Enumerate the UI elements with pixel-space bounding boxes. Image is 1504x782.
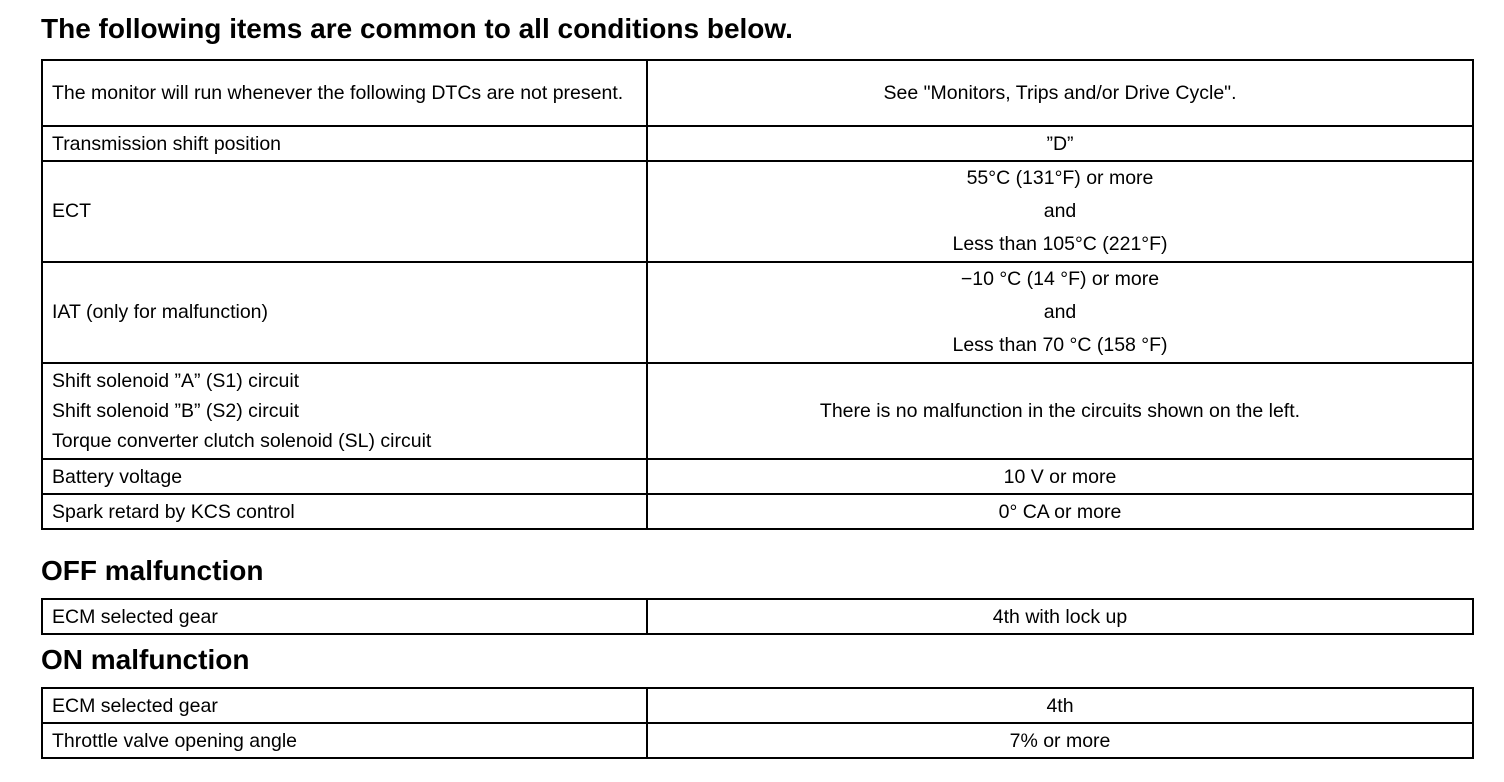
battery-value: 10 V or more	[647, 459, 1473, 494]
table-row-dtc	[42, 60, 1473, 126]
off-gear-value: 4th with lock up	[647, 599, 1473, 634]
table-row-iat	[42, 262, 1473, 363]
throttle-label: Throttle valve opening angle	[42, 723, 647, 758]
iat-label: IAT (only for malfunction)	[42, 262, 647, 363]
shift-position-value: ”D”	[647, 126, 1473, 161]
ect-value	[647, 161, 1473, 262]
spark-value: 0° CA or more	[647, 494, 1473, 529]
common-conditions-heading: The following items are common to all conditions below.	[41, 13, 793, 44]
on-gear-label: ECM selected gear	[42, 688, 647, 723]
ect-value-line: 55°C (131°F) or more	[966, 167, 1154, 189]
ect-value-line: and	[1043, 200, 1077, 222]
off-malfunction-table	[41, 598, 1474, 635]
common-conditions-table	[41, 59, 1474, 530]
on-malfunction-table	[41, 687, 1474, 759]
table-row-solenoids	[42, 363, 1473, 459]
solenoid-circuit-label: Shift solenoid ”A” (S1) circuit	[52, 370, 300, 392]
table-row-battery	[42, 459, 1473, 494]
table-row-ect	[42, 161, 1473, 262]
iat-value-line: −10 °C (14 °F) or more	[960, 268, 1160, 290]
ect-label: ECT	[42, 161, 647, 262]
throttle-value: 7% or more	[647, 723, 1473, 758]
table-row-throttle	[42, 723, 1473, 758]
dtc-value: See "Monitors, Trips and/or Drive Cycle".	[647, 60, 1473, 126]
iat-value-line: Less than 70 °C (158 °F)	[952, 334, 1168, 356]
off-malfunction-heading: OFF malfunction	[41, 555, 264, 586]
table-row-shift-position	[42, 126, 1473, 161]
table-row-off-gear	[42, 599, 1473, 634]
off-gear-label: ECM selected gear	[42, 599, 647, 634]
ect-value-line: Less than 105°C (221°F)	[952, 233, 1168, 255]
on-malfunction-heading: ON malfunction	[41, 644, 250, 675]
iat-value-line: and	[1043, 301, 1077, 323]
iat-value	[647, 262, 1473, 363]
table-row-spark	[42, 494, 1473, 529]
battery-label: Battery voltage	[42, 459, 647, 494]
solenoids-label	[42, 363, 647, 459]
solenoid-circuit-label: Shift solenoid ”B” (S2) circuit	[52, 400, 300, 422]
on-gear-value: 4th	[647, 688, 1473, 723]
dtc-label: The monitor will run whenever the following DTCs are not present.	[42, 60, 647, 126]
solenoid-circuit-label: Torque converter clutch solenoid (SL) circuit	[52, 430, 432, 452]
table-row-on-gear	[42, 688, 1473, 723]
shift-position-label: Transmission shift position	[42, 126, 647, 161]
spark-label: Spark retard by KCS control	[42, 494, 647, 529]
solenoids-value: There is no malfunction in the circuits shown on the left.	[647, 363, 1473, 459]
